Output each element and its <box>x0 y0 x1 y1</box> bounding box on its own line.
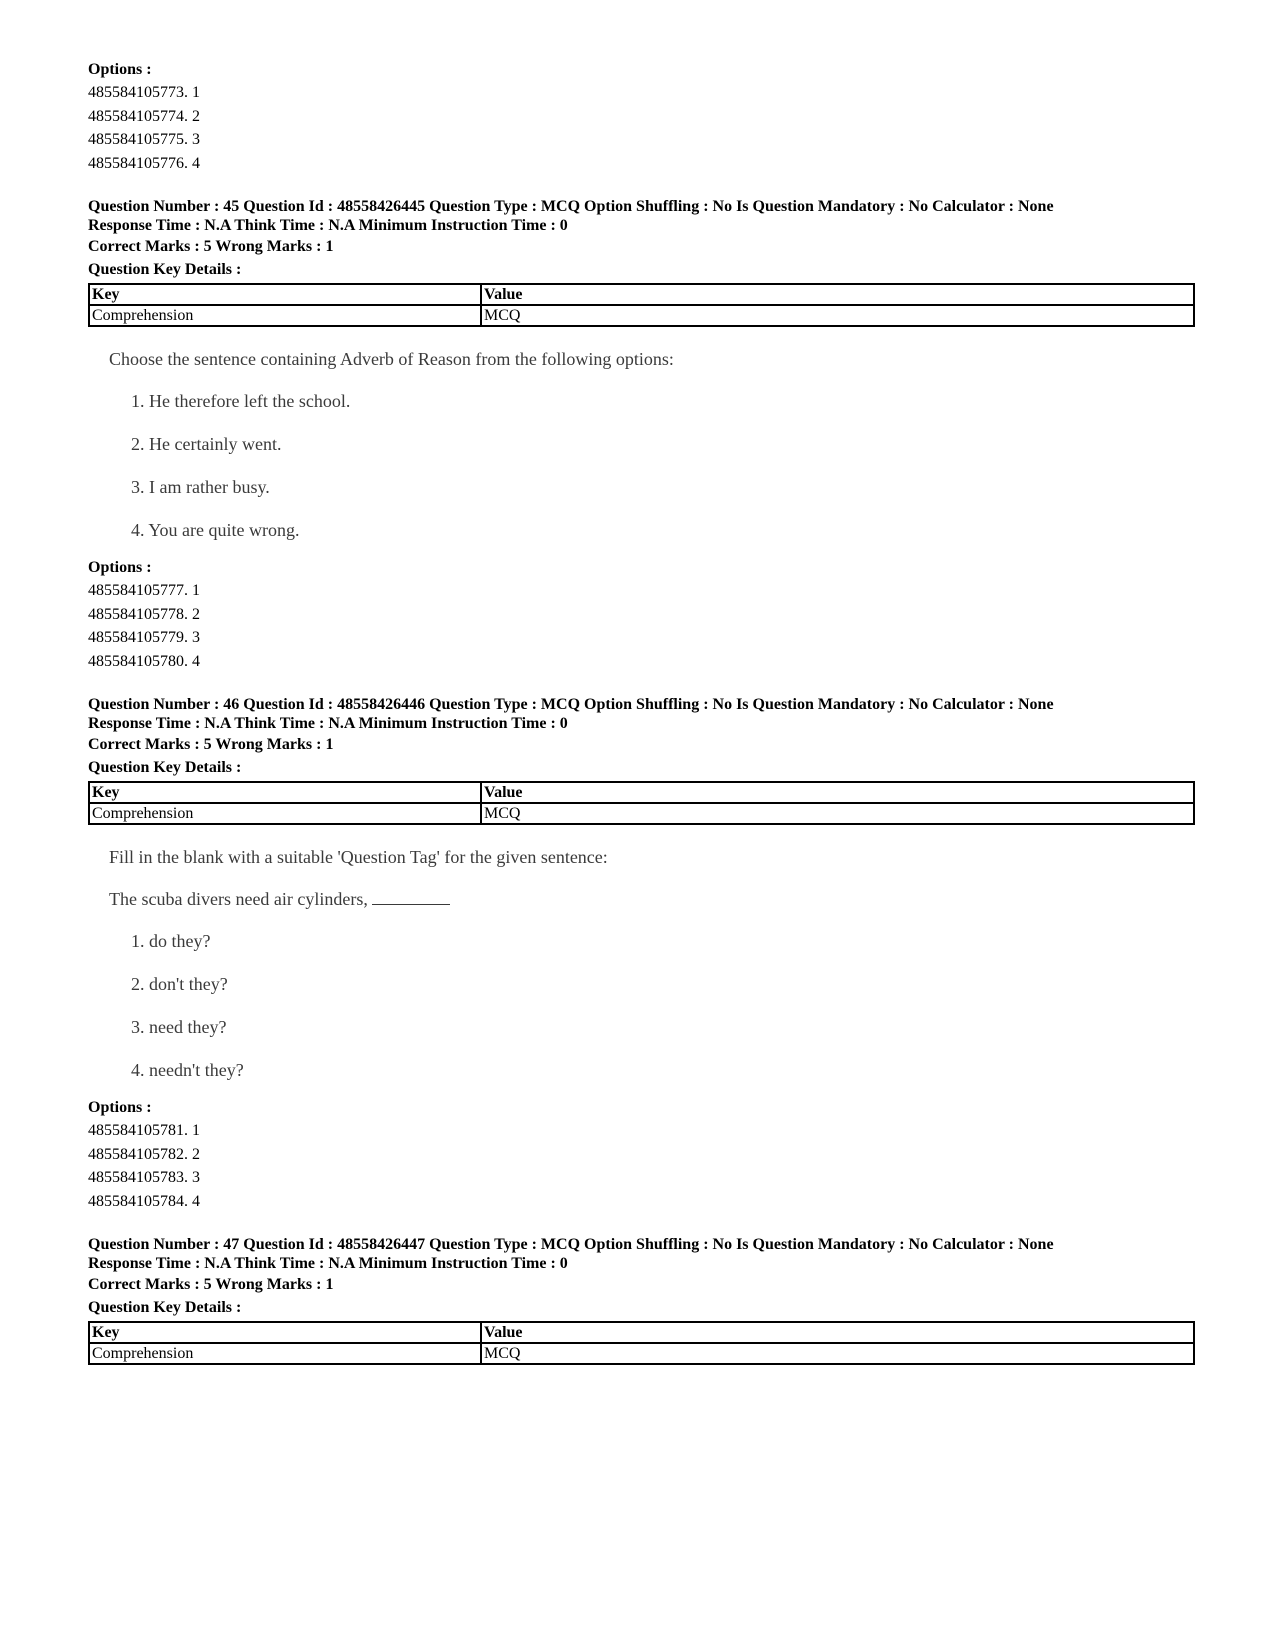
option-line: 485584105778. 2 <box>88 605 200 623</box>
table-header-value: Value <box>481 284 1194 305</box>
question-timing-line: Response Time : N.A Think Time : N.A Minimum Instruction Time : 0 <box>88 715 568 732</box>
table-header-key: Key <box>89 782 481 803</box>
table-header-value: Value <box>481 782 1194 803</box>
option-line: 485584105774. 2 <box>88 107 200 125</box>
choice-item: 2. He certainly went. <box>131 434 282 454</box>
question-stem: Fill in the blank with a suitable 'Question Tag' for the given sentence: <box>109 847 608 867</box>
choice-list <box>109 929 1198 1082</box>
table-cell-value: MCQ <box>481 1343 1194 1364</box>
question-sentence <box>109 887 1198 911</box>
options-block-45 <box>88 556 1198 673</box>
question-marks: Correct Marks : 5 Wrong Marks : 1 <box>88 1276 334 1293</box>
option-line: 485584105779. 3 <box>88 629 200 646</box>
table-cell-key: Comprehension <box>89 305 481 326</box>
question-meta-line: Question Number : 46 Question Id : 48558426446 Question Type : MCQ Option Shuffling : No Is Question Mandatory : No Calculator : None <box>88 696 1054 713</box>
question-meta-line: Question Number : 47 Question Id : 48558426447 Question Type : MCQ Option Shuffling : No Is Question Mandatory : No Calculator : None <box>88 1236 1054 1253</box>
options-heading: Options : <box>88 1099 152 1116</box>
key-details-table <box>88 1321 1195 1365</box>
choice-item: 1. He therefore left the school. <box>131 391 351 411</box>
question-block-47 <box>88 1235 1198 1365</box>
question-content <box>88 347 1198 542</box>
option-line: 485584105777. 1 <box>88 582 200 599</box>
options-heading: Options : <box>88 559 152 576</box>
question-content <box>88 845 1198 1082</box>
question-block-46 <box>88 695 1198 1213</box>
question-key-details-heading: Question Key Details : <box>88 1299 242 1316</box>
choice-item: 4. You are quite wrong. <box>131 520 300 540</box>
option-line: 485584105780. 4 <box>88 652 200 670</box>
question-marks: Correct Marks : 5 Wrong Marks : 1 <box>88 238 334 255</box>
choice-item: 3. need they? <box>131 1017 227 1037</box>
option-line: 485584105784. 4 <box>88 1192 200 1210</box>
document-page <box>88 58 1198 1365</box>
option-line: 485584105782. 2 <box>88 1145 200 1163</box>
options-block-44 <box>88 58 1198 175</box>
table-cell-value: MCQ <box>481 803 1194 824</box>
question-key-details-heading: Question Key Details : <box>88 261 242 278</box>
question-stem: Choose the sentence containing Adverb of Reason from the following options: <box>109 349 674 369</box>
question-timing-line: Response Time : N.A Think Time : N.A Minimum Instruction Time : 0 <box>88 217 568 234</box>
option-line: 485584105776. 4 <box>88 154 200 172</box>
option-line: 485584105781. 1 <box>88 1122 200 1139</box>
option-line: 485584105773. 1 <box>88 84 200 101</box>
question-marks: Correct Marks : 5 Wrong Marks : 1 <box>88 736 334 753</box>
table-header-key: Key <box>89 1322 481 1343</box>
option-line: 485584105775. 3 <box>88 131 200 148</box>
table-header-value: Value <box>481 1322 1194 1343</box>
table-cell-key: Comprehension <box>89 1343 481 1364</box>
table-cell-value: MCQ <box>481 305 1194 326</box>
question-meta-line: Question Number : 45 Question Id : 48558426445 Question Type : MCQ Option Shuffling : No Is Question Mandatory : No Calculator : None <box>88 198 1054 215</box>
key-details-table <box>88 283 1195 327</box>
table-cell-key: Comprehension <box>89 803 481 824</box>
fill-blank <box>372 888 450 905</box>
options-block-46 <box>88 1096 1198 1213</box>
key-details-table <box>88 781 1195 825</box>
choice-item: 4. needn't they? <box>131 1060 244 1080</box>
question-key-details-heading: Question Key Details : <box>88 759 242 776</box>
choice-item: 1. do they? <box>131 931 211 951</box>
table-header-key: Key <box>89 284 481 305</box>
question-timing-line: Response Time : N.A Think Time : N.A Minimum Instruction Time : 0 <box>88 1255 568 1272</box>
option-line: 485584105783. 3 <box>88 1169 200 1186</box>
choice-list <box>109 389 1198 542</box>
choice-item: 2. don't they? <box>131 974 228 994</box>
question-sentence-text: The scuba divers need air cylinders, <box>109 889 368 909</box>
question-block-45 <box>88 197 1198 673</box>
options-heading: Options : <box>88 61 152 78</box>
choice-item: 3. I am rather busy. <box>131 477 270 497</box>
